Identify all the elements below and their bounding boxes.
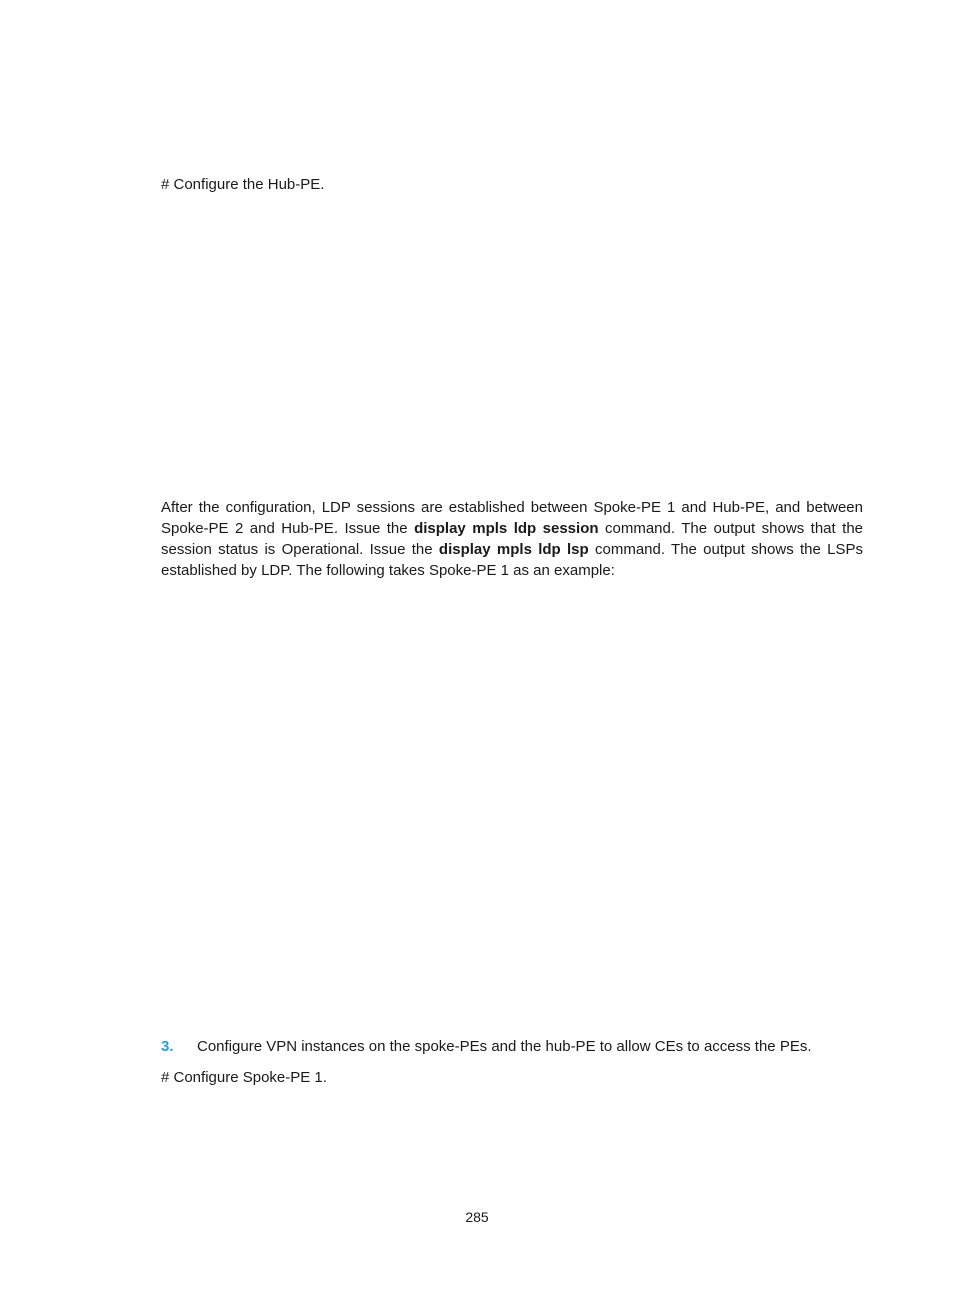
page-number: 285 bbox=[465, 1209, 489, 1225]
ldp-session-paragraph bbox=[161, 497, 863, 581]
paragraph-text-3: command. The output shows the LSPs established by LDP. The following takes Spoke-PE 1 as an example: bbox=[161, 541, 863, 579]
spoke-pe1-config-heading: # Configure Spoke-PE 1. bbox=[161, 1069, 327, 1086]
step-3 bbox=[161, 1036, 812, 1057]
paragraph-text-1: After the configuration, LDP sessions are established between Spoke-PE 1 and Hub-PE, and between Spoke-PE 2 and Hub-PE. Issue the bbox=[161, 499, 863, 537]
command-display-mpls-ldp-lsp: display mpls ldp lsp bbox=[438, 541, 589, 558]
command-display-mpls-ldp-session: display mpls ldp session bbox=[414, 520, 599, 537]
hub-pe-config-heading: # Configure the Hub-PE. bbox=[161, 176, 325, 193]
paragraph-text-2: command. The output shows that the session status is Operational. Issue the bbox=[161, 520, 864, 558]
step-number: 3. bbox=[161, 1038, 174, 1055]
step-text: Configure VPN instances on the spoke-PEs and the hub-PE to allow CEs to access the PEs. bbox=[197, 1038, 812, 1055]
